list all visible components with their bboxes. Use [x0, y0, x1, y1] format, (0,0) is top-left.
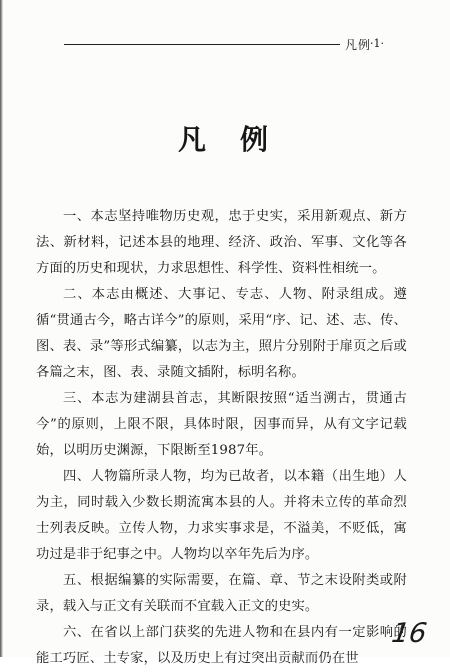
paragraph-5: 五、根据编纂的实际需要，在篇、章、节之末设附类或附录，载入与正文有关联而不宜载入正文的史实。 [36, 573, 407, 614]
header-rule [64, 44, 340, 45]
page-title: 凡例 [178, 123, 303, 156]
paragraph-6: 六、在省以上部门获奖的先进人物和在县内有一定影响的能工巧匠、土专家，以及历史上有过突出贡献而仍在世 [36, 625, 407, 666]
paragraph-1: 一、本志坚持唯物历史观，忠于史实，采用新观点、新方法、新材料，记述本县的地理、经济、政治、军事、文化等各方面的历史和现状，力求思想性、科学性、资料性相统一。 [36, 209, 407, 276]
page-edge-shadow [0, 0, 3, 657]
running-header-title: 凡例 [345, 38, 372, 52]
handwritten-page-number: 16 [389, 618, 429, 649]
running-header-page-number: ·1· [370, 37, 384, 50]
paragraph-4: 四、人物篇所录人物，均为已故者，以本籍（出生地）人为主，同时载入少数长期流寓本县的人。并将未立传的革命烈士列表反映。立传人物，力求实事求是，不溢美，不贬低，寓功过是非于纪事之中。人物均以卒年先后为序。 [36, 469, 407, 562]
body-text [36, 204, 407, 672]
paragraph-2: 二、本志由概述、大事记、专志、人物、附录组成。遵循“贯通古今，略古详今”的原则，采用“序、记、述、志、传、图、表、录”等形式编纂，以志为主，照片分别附于扉页之后或各篇之末，图、表、录随文插附，标明名称。 [36, 287, 407, 380]
paragraph-3: 三、本志为建湖县首志，其断限按照“适当溯古，贯通古今”的原则，上限不限，具体时限，因事而异，从有文字记载始，以明历史渊源，下限断至1987年。 [36, 391, 407, 458]
